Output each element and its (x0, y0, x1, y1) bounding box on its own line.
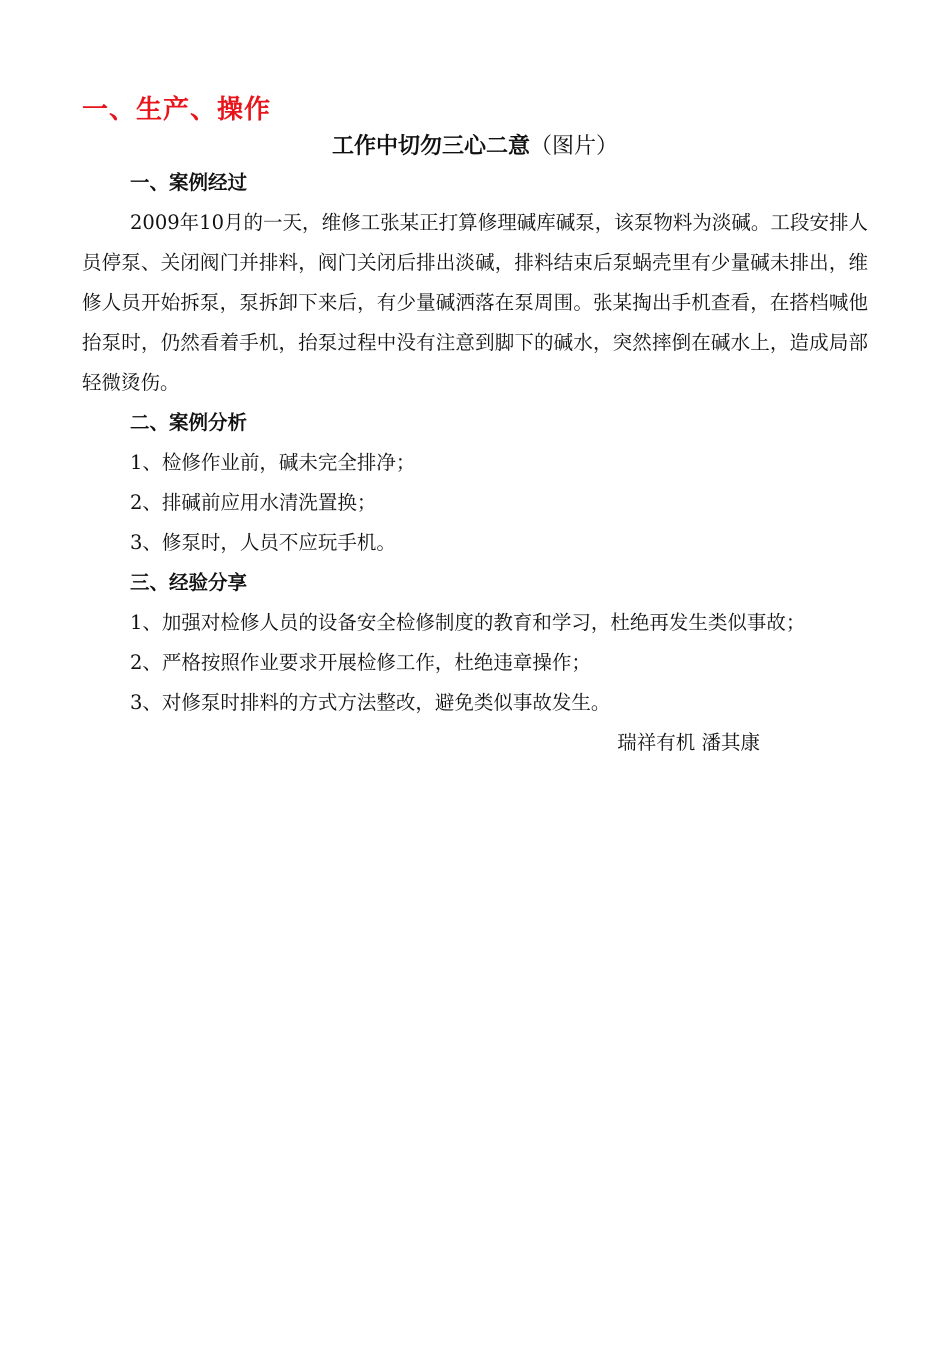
analysis-item: 3、修泵时，人员不应玩手机。 (130, 531, 396, 554)
section-title: 一、生产、操作 (82, 95, 272, 125)
document-title-main: 工作中切勿三心二意 (331, 134, 530, 159)
analysis-heading: 二、案例分析 (130, 411, 248, 434)
lessons-item: 2、严格按照作业要求开展检修工作，杜绝违章操作； (130, 651, 591, 674)
lessons-item: 1、加强对检修人员的设备安全检修制度的教育和学习，杜绝再发生类似事故； (130, 611, 806, 634)
document-title-suffix: （图片） (530, 134, 619, 159)
signature: 瑞祥有机 潘其康 (617, 731, 760, 754)
lessons-heading: 三、经验分享 (130, 571, 248, 594)
analysis-item: 2、排碱前应用水清洗置换； (130, 491, 377, 514)
lessons-item: 3、对修泵时排料的方式方法整改，避免类似事故发生。 (130, 691, 611, 714)
case-body: 2009年10月的一天，维修工张某正打算修理碱库碱泵，该泵物料为淡碱。工段安排人员停泵、关闭阀门并排料，阀门关闭后排出淡碱，排料结束后泵蜗壳里有少量碱未排出，维修人员开始拆泵，泵拆卸下来后，有少量碱洒落在泵周围。张某掏出手机查看，在搭档喊他抬泵时，仍然看着手机，抬泵过程中没有注意到脚下的碱水，突然摔倒在碱水上，造成局部轻微烫伤。 (82, 211, 868, 394)
document-body (82, 163, 868, 763)
case-heading: 一、案例经过 (130, 171, 248, 194)
document-title (0, 130, 950, 164)
analysis-item: 1、检修作业前，碱未完全排净； (130, 451, 416, 474)
